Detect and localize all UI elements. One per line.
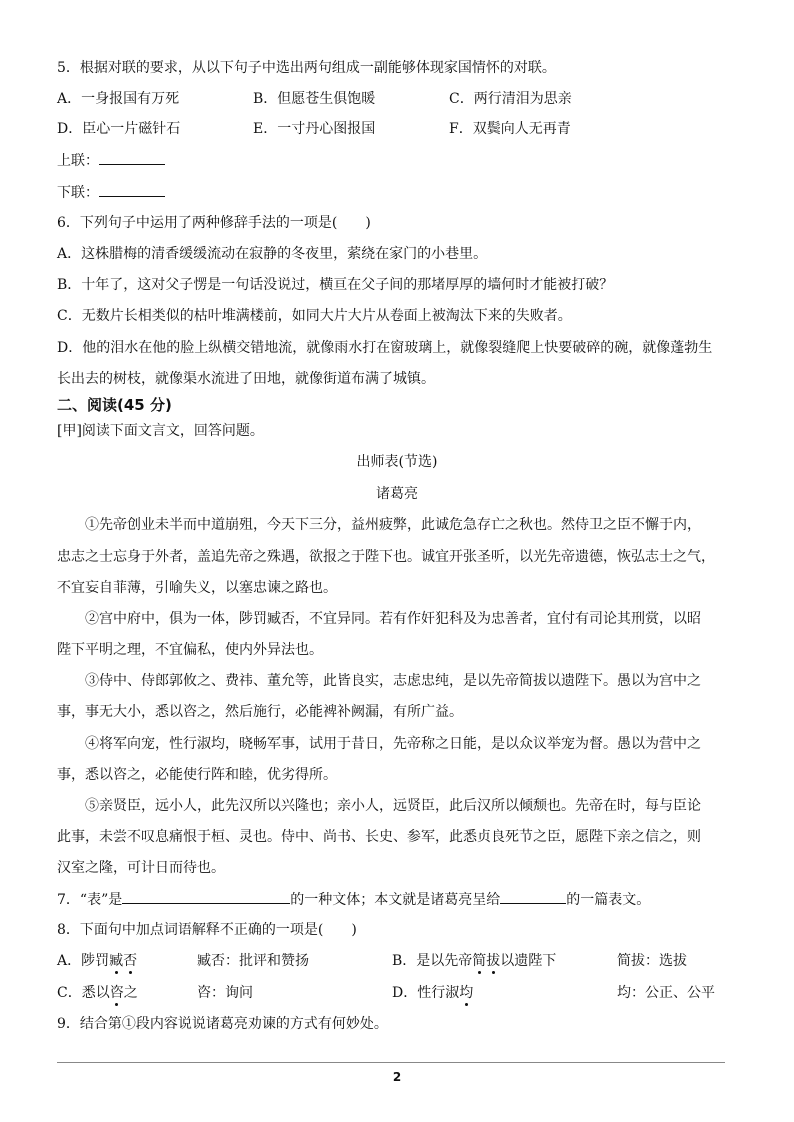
q5-upper-label: 上联： bbox=[57, 153, 99, 169]
q5-option-d: D．臣心一片磁针石 bbox=[57, 121, 181, 137]
footer-divider bbox=[57, 1062, 725, 1063]
q5-upper-line bbox=[57, 150, 165, 171]
q8-d-label: D． bbox=[392, 985, 418, 1001]
passage-p5-line1: ⑤亲贤臣，远小人，此先汉所以兴隆也；亲小人，远贤臣，此后汉所以倾颓也。先帝在时，每与臣论 bbox=[85, 798, 701, 814]
passage-title: 出师表(节选) bbox=[356, 454, 438, 470]
q8-c-text-after: 之 bbox=[123, 985, 138, 1001]
q5-option-b: B．但愿苍生俱饱暖 bbox=[253, 91, 376, 107]
passage-p1-line1: ①先帝创业未半而中道崩殂，今天下三分，益州疲弊，此诚危急存亡之秋也。然侍卫之臣不懈于内， bbox=[85, 517, 701, 533]
page-number: 2 bbox=[392, 1070, 402, 1084]
passage-p4-line2: 事，悉以咨之，必能使行阵和睦，优劣得所。 bbox=[57, 767, 337, 783]
q5-option-a: A．一身报国有万死 bbox=[57, 91, 180, 107]
passage-p3-line2: 事，事无大小，悉以咨之，然后施行，必能裨补阙漏，有所广益。 bbox=[57, 704, 463, 720]
q8-a-dotted-char: 否 bbox=[123, 953, 138, 969]
passage-author: 诸葛亮 bbox=[376, 486, 418, 502]
q8-b-text-after: 以遗陛下 bbox=[500, 953, 557, 969]
passage-p5-line3: 汉室之隆，可计日而待也。 bbox=[57, 860, 225, 876]
q5-upper-blank[interactable] bbox=[99, 150, 165, 165]
q8-option-a bbox=[57, 951, 137, 971]
q5-stem: 5．根据对联的要求，从以下句子中选出两句组成一副能够体现家国情怀的对联。 bbox=[57, 60, 556, 76]
q8-d-definition: 均：公正、公平 bbox=[617, 985, 715, 1001]
q7-part2: 的一种文体；本文就是诸葛亮呈给 bbox=[290, 892, 501, 908]
q8-option-b bbox=[392, 951, 556, 971]
q6-option-c: C．无数片长相类似的枯叶堆满楼前，如同大片大片从卷面上被淘汰下来的失败者。 bbox=[57, 308, 572, 324]
q6-option-d-line2: 长出去的树枝，就像渠水流进了田地，就像街道布满了城镇。 bbox=[57, 371, 435, 387]
q5-option-e: E．一寸丹心图报国 bbox=[253, 121, 376, 137]
q7-blank-1[interactable] bbox=[122, 889, 290, 904]
q8-c-definition: 咨：询问 bbox=[197, 985, 253, 1001]
passage-p5-line2: 此事，未尝不叹息痛恨于桓、灵也。侍中、尚书、长史、参军，此悉贞良死节之臣，愿陛下亲之信之，则 bbox=[57, 829, 701, 845]
q7-line bbox=[57, 889, 650, 910]
q5-lower-line bbox=[57, 182, 165, 203]
q8-stem: 8．下面句中加点词语解释不正确的一项是( ) bbox=[57, 922, 357, 938]
q7-part3: 的一篇表文。 bbox=[566, 892, 651, 908]
q6-option-b: B．十年了，这对父子愣是一句话没说过，横亘在父子间的那堵厚厚的墙何时才能被打破？ bbox=[57, 277, 614, 293]
passage-p4-line1: ④将军向宠，性行淑均，晓畅军事，试用于昔日，先帝称之日能，是以众议举宠为督。愚以为营中之 bbox=[85, 736, 701, 752]
q8-b-text: 是以先帝 bbox=[416, 953, 473, 969]
q8-a-dotted-char: 臧 bbox=[109, 953, 124, 969]
section-heading: 二、阅读(45 分) bbox=[57, 396, 172, 414]
q6-option-d-line1: D．他的泪水在他的脸上纵横交错地流，就像雨水打在窗玻璃上，就像裂缝爬上快要破碎的碗，就像蓬勃生 bbox=[57, 340, 713, 356]
q8-b-dotted-char: 拔 bbox=[486, 953, 501, 969]
q6-option-a: A．这株腊梅的清香缓缓流动在寂静的冬夜里，萦绕在家门的小巷里。 bbox=[57, 246, 488, 262]
q8-d-dotted-char: 均 bbox=[459, 985, 474, 1001]
q5-lower-label: 下联： bbox=[57, 185, 99, 201]
q8-c-text: 悉以 bbox=[81, 985, 110, 1001]
q8-c-dotted-char: 咨 bbox=[109, 985, 124, 1001]
q6-stem: 6．下列句子中运用了两种修辞手法的一项是( ) bbox=[57, 215, 371, 231]
q8-d-text: 性行淑 bbox=[417, 985, 460, 1001]
section-intro: [甲]阅读下面文言文，回答问题。 bbox=[57, 423, 264, 439]
q8-a-definition: 臧否：批评和赞扬 bbox=[197, 953, 309, 969]
q8-b-dotted-char: 简 bbox=[472, 953, 487, 969]
passage-p1-line3: 不宜妄自菲薄，引喻失义，以塞忠谏之路也。 bbox=[57, 580, 337, 596]
q5-option-f: F．双鬓向人无再青 bbox=[449, 121, 571, 137]
passage-p3-line1: ③侍中、侍郎郭攸之、费祎、董允等，此皆良实，志虑忠纯，是以先帝简拔以遗陛下。愚以为宫中之 bbox=[85, 673, 701, 689]
q5-lower-blank[interactable] bbox=[99, 182, 165, 197]
q8-option-c bbox=[57, 983, 138, 1003]
q8-a-text: 陟罚 bbox=[81, 953, 110, 969]
q5-option-c: C．两行清泪为思亲 bbox=[449, 91, 572, 107]
passage-p1-line2: 忠志之士忘身于外者，盖追先帝之殊遇，欲报之于陛下也。诚宜开张圣听，以光先帝遗德，恢弘志士之气， bbox=[57, 549, 715, 565]
q9-stem: 9．结合第①段内容说说诸葛亮劝谏的方式有何妙处。 bbox=[57, 1016, 388, 1032]
passage-p2-line2: 陛下平明之理，不宜偏私，使内外异法也。 bbox=[57, 642, 323, 658]
q8-b-label: B． bbox=[392, 953, 417, 969]
q8-a-label: A． bbox=[57, 953, 82, 969]
q8-option-d bbox=[392, 983, 473, 1003]
q8-c-label: C． bbox=[57, 985, 82, 1001]
q8-b-definition: 简拔：选拔 bbox=[617, 953, 687, 969]
q7-part1: 7．“表”是 bbox=[57, 892, 123, 908]
passage-p2-line1: ②宫中府中，俱为一体，陟罚臧否，不宜异同。若有作奸犯科及为忠善者，宜付有司论其刑赏，以昭 bbox=[85, 611, 701, 627]
q7-blank-2[interactable] bbox=[500, 889, 566, 904]
